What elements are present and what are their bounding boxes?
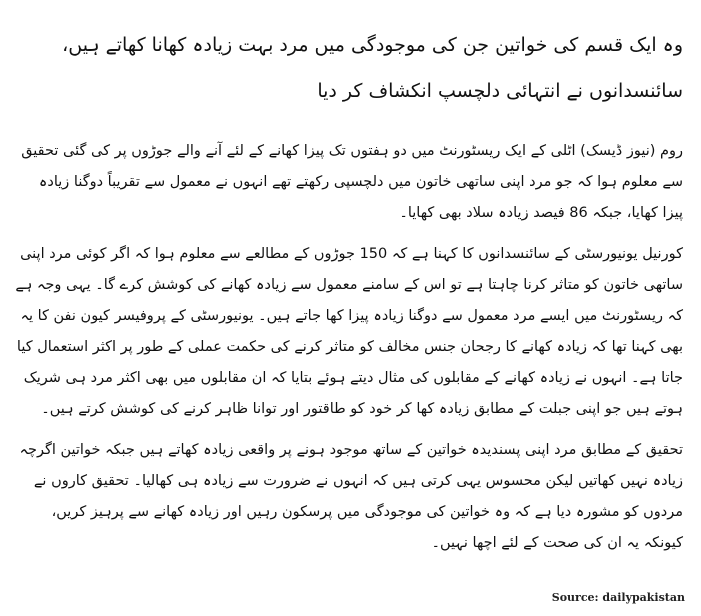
paragraph-1: روم (نیوز ڈیسک) اٹلی کے ایک ریسٹورنٹ میں دو ہفتوں تک پیزا کھانے کے لئے آنے والے جوڑوں پر کی گئی تحقیق سے معلوم ہوا کہ جو مرد اپنی ساتھی خاتون میں دلچسپی رکھتے تھے انہوں نے معمول سے تقریباً دوگنا زیادہ پیزا کھایا، جبکہ 86 فیصد زیادہ سلاد بھی کھایا۔	[21, 143, 683, 221]
article	[14, 22, 683, 569]
article-headline: وہ ایک قسم کی خواتین جن کی موجودگی میں مرد بہت زیادہ کھانا کھاتے ہیں، سائنسدانوں نے انتہائی دلچسپ انکشاف کر دیا	[62, 34, 683, 102]
paragraph-3: تحقیق کے مطابق مرد اپنی پسندیدہ خواتین کے ساتھ موجود ہونے پر واقعی زیادہ کھاتے ہیں جبکہ خواتین اگرچہ زیادہ نہیں کھاتیں لیکن محسوس یہی کرتی ہیں کہ انہوں نے ضرورت سے زیادہ ہی کھالیا۔ تحقیق کاروں نے مردوں کو مشورہ دیا ہے کہ وہ خواتین کی موجودگی میں پرسکون رہیں اور زیادہ کھانے سے پرہیز کریں، کیونکہ یہ ان کی صحت کے لئے اچھا نہیں۔	[19, 442, 683, 551]
source-credit: Source: dailypakistan	[551, 591, 685, 604]
paragraph-2: کورنیل یونیورسٹی کے سائنسدانوں کا کہنا ہے کہ 150 جوڑوں کے مطالعے سے معلوم ہوا کہ اگر کوئی مرد اپنی ساتھی خاتون کو متاثر کرنا چاہتا ہے تو اس کے سامنے معمول سے زیادہ کھانے کی کوشش کرے گا۔ یہی وجہ ہے کہ ریسٹورنٹ میں ایسے مرد معمول سے دوگنا زیادہ پیزا کھا جاتے ہیں۔ یونیورسٹی کے پروفیسر کیون نفن کا یہ بھی کہنا تھا کہ زیادہ کھانے کا رجحان جنس مخالف کو متاثر کرنے کی حکمت عملی کے طور پر اکثر استعمال کیا جاتا ہے۔ انہوں نے زیادہ کھانے کے مقابلوں کی مثال دیتے ہوئے بتایا کہ ان مقابلوں میں بھی اکثر مرد ہی شریک ہوتے ہیں جو اپنی جبلت کے مطابق زیادہ کھا کر خود کو طاقتور اور توانا ظاہر کرنے کی کوشش کرتے ہیں۔	[15, 246, 683, 417]
